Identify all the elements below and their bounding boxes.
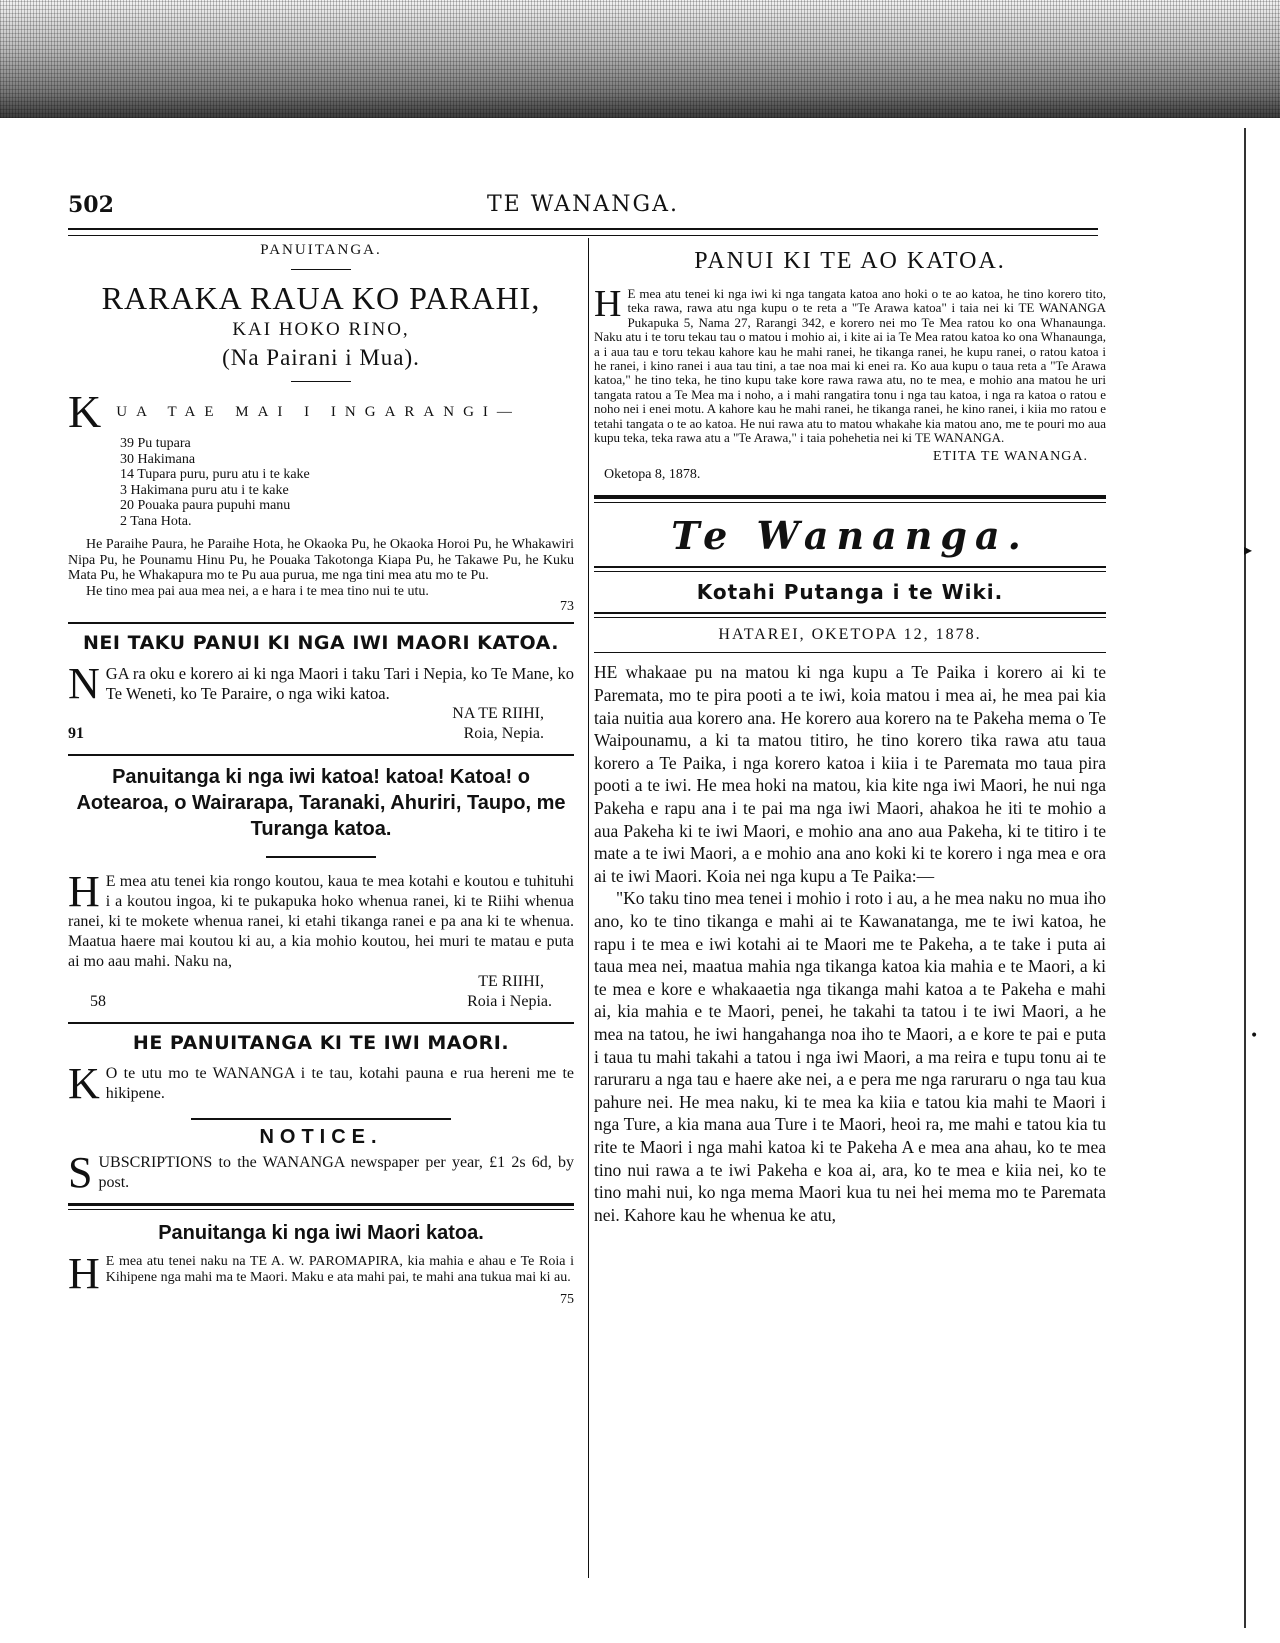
drop-cap: N [68,659,100,708]
list-item: 14 Tupara puru, puru atu i te kake [120,467,310,482]
advert-number: 58 [90,993,106,1010]
editorial-paragraph: HE whakaae pu na matou ki nga kupu a Te Paika i korero ai ki te Paremata, mo te pira pooti a te iwi, koia matou i mea ai, he mea pai kia taia nuitia aua korero ana. He korero aua korero na te Pakeha mema o Te Waipounamu, a ki ta matou titiro, he tino korero tika rawa atu taua korero a Te Paika, i nga korero katoa i kiia i te Paremata mo taua pira pooti a te iwi. He mea hoki na matou, kia kite nga iwi Maori, he nui nga Pakeha e rapu ana i te pai ma nga iwi Maori, ahakoa he iti te mohio a aua Pakeha ki te iwi Maori, e mohio ana ano aua Pakeha, ki te titiro i te mate a te iwi Maori, a e mohio ana ano koki ki te korero i nga mea e ora ai te iwi Maori. Koia nei nga kupu a Te Paika:— [594,662,1106,886]
scanner-edge-band [0,0,1280,118]
drop-cap: S [68,1148,93,1197]
short-rule [266,856,376,858]
body-text: GA ra oku e korero ai ki nga Maori i taku Tari i Nepia, ko Te Mane, ko Te Weneti, ko Te Paraire, o nga wiki katoa. [105,664,574,703]
page-number: 502 [68,192,114,218]
section-title: NEI TAKU PANUI KI NGA IWI MAORI KATOA. [83,632,559,654]
panui-title: PANUI KI TE AO KATOA. [694,248,1006,274]
section-rule [68,1203,574,1210]
page-margin [1232,118,1280,1643]
section-title: HE PANUITANGA KI TE IWI MAORI. [132,1032,510,1054]
advert-raraka [68,242,574,614]
masthead-subtitle: Kotahi Putanga i te Wiki. [696,580,1004,605]
running-title: TE WANANGA. [487,192,679,217]
drop-cap: H [68,1249,100,1298]
panui-body [594,283,1106,446]
advert-panuitanga [68,764,574,1012]
advert-subtitle-2: (Na Pairani i Mua). [222,345,420,370]
advert-utu [68,1032,574,1108]
section-rule [594,495,1106,503]
advert-body [68,1059,574,1108]
section-title: Panuitanga ki nga iwi Maori katoa. [158,1222,484,1244]
dateline: HATAREI, OKETOPA 12, 1878. [718,626,982,644]
editorial-paragraph: "Ko taku tino mea tenei i mohio i roto i au, a he mea naku no mua iho ano, ko te tino tikanga e mahi ai te Kawanatanga, me te iwi katoa, he rapu i te mea e iwi kotahi ai te Maori me te Pakeha, a te take i puta ai taua mea nei, maatua mahia nga tikanga katoa kia mahia e te Maori, a ki te mea e kore e whakaaetia nga tikanga mahi katoa a te Pakeha e mahi ai, kia mahia e te Maori, penei, he takahi ta tatou i te iwi Maori, a he mea na tatou, he iwi hangahanga noa iho te Maori, a e kore te pai e puta i taua tu mahi takahi a tatou i nga iwi Maori, a ma reira e tupu tonu ai te raruraru a nga tau e haere ake nei, a e pera me nga raruraru o nga tau kua pahure nei. He mea naku, ki te mea ka kiia e tatou kia mahi te Maori i nga Ture, a kia mana aua Ture i te Maori, heoi ra, me mahi e tatou kia tu rite te Maori i nga mahi katoa ki te Pakeha A e mea ana ahau, ko te mea tino nui rawa a te iwi Pakeha e koa ai, ara, ko te mea e kiia nei, ko te tino mahi nui, ko nga mema Maori kua tu nei hei mema mo te Paremata nei. Kahore kau he whenua ke atu, [594,888,1106,1225]
signature-row [68,724,574,744]
body-text: E mea atu tenei naku na TE A. W. PAROMAPIRA, kia mahia e ahau e Te Roia i Kihipene nga mahi ma te Maori. Maku e ata mahi pai, te mahi ana tukua mai ki au. [105,1254,574,1285]
advert-kicker: PANUITANGA. [260,242,382,258]
short-rule [291,381,351,382]
signature-place: Roia, Nepia. [463,725,544,742]
margin-mark: • [1250,1028,1259,1044]
body-text: E mea atu tenei kia rongo koutou, kaua te mea kotahi e koutou e tuhituhi i a koutou ingoa, ki te pukapuka hoko whenua ranei, ki te Riihi whenua ranei, ki te mokete whenua ranei, ki etahi tikanga ranei e pa ana ki te whenua. Maatua haere mai koutou ki au, a kia mohio koutou, hei muri te matau e puta ai mo aau mahi. Naku na, [68,873,574,970]
signature-place: Roia i Nepia. [467,993,552,1010]
advert-body [68,1249,574,1298]
signature-name: NA TE RIIHI, [452,705,544,722]
panui-notice [594,248,1106,483]
masthead: Te Wananga. [671,513,1029,559]
short-rule [291,269,351,270]
dateline-rule [594,652,1106,653]
drop-cap: K [68,386,111,437]
masthead-rule [594,566,1106,572]
advert-taku-panui [68,632,574,744]
section-rule [68,754,574,756]
section-rule [68,1022,574,1024]
page-header [68,188,1098,228]
advert-title: RARAKA RAUA KO PARAHI, [101,280,541,316]
advert-number: 75 [560,1292,574,1307]
advert-body-2: He tino mea pai aua mea nei, a e hara i te mea tino nui te utu. [86,583,429,599]
editorial [594,661,1106,1226]
notice-body [68,1148,574,1197]
list-item: 39 Pu tupara [120,436,191,451]
margin-mark: ▸ [1244,540,1253,559]
book-fold-edge [1244,128,1246,1628]
header-rule [68,228,1098,236]
short-rule [191,1118,451,1120]
advert-body [68,867,574,972]
advert-paromapira [68,1220,574,1308]
panui-date: Oketopa 8, 1878. [604,467,701,483]
body-text: O te utu mo te WANANGA i te tau, kotahi pauna e rua hereni me te hikipene. [105,1065,574,1102]
advert-body: He Paraihe Paura, he Paraihe Hota, he Okaoka Pu, he Okaoka Horoi Pu, he Whakawiri Nipa Pu, he Pounamu Hinu Pu, he Pouaka Takotonga Kiapa Pu, he Takawe Pu, he Kuku Mata Pu, he Whakapura mo te Pu aua purua, me nga tini mea atu mo te Pu. [68,537,574,583]
right-column [594,240,1106,1226]
masthead-rule [594,612,1106,618]
lead-text: UA TAE MAI I INGARANGI— [116,404,521,420]
advert-lead [68,386,574,437]
body-text: E mea atu tenei ki nga iwi ki nga tangata katoa ano hoki o te ao katoa, he tino korero tito, teka rawa, rawa atu nga kupu o te reta a "Te Arawa katoa" i taia nei ki TE WANANGA Pukapuka 5, Nama 27, Rarangi 342, e korero nei mo Te Mea ratou ko ona Whanaunga. Naku atu i te toru tekau tau o matou i mohio ai, i kite ai ia Te Mea ratou katoa ko ona Whanaunga, a i aua tau e toru tekau kahore kau he mahi ranei, he tikanga ranei, he kupu ranei, o ratou katoa i he ranei, i kino ranei i aua tau tini, a tae noa mai ki enei ra. Ko aua kupu o taua reta a "Te Arawa katoa," he tino teka, he tino kupu take kore rawa rawa atu, no te mea, e mohio ana matou he uri tangata ratou a Te Mea ma i noho, a i mahi rangatira tonu i nga tau katoa, i nga ra katoa o ratou e noho nei i enei motu. A kahore kau he mahi ranei, he tikanga ranei, he kino ranei, i kiia mo ratou e tetahi tangata o te ao katoa. He nui rawa atu to matou whakahe kia matou ano, me te pouri mo aua kupu teka, teka rawa atu a "Te Arawa," i taia pohehetia nei ki TE WANANGA. [594,286,1106,446]
signature-name: TE RIIHI, [478,973,544,990]
advert-subtitle: KAI HOKO RINO, [232,319,410,340]
notice-title: NOTICE. [259,1126,383,1148]
list-item: 30 Hakimana [120,451,196,467]
advert-number: 91 [68,725,84,742]
notice [68,1126,574,1197]
list-item: 2 Tana Hota. [120,513,192,529]
body-text: UBSCRIPTIONS to the WANANGA newspaper per year, £1 2s 6d, by post. [98,1154,574,1191]
drop-cap: K [68,1059,100,1108]
section-title: Panuitanga ki nga iwi katoa! katoa! Katoa! o Aotearoa, o Wairarapa, Taranaki, Ahuriri, Taupo, me Turanga katoa. [76,766,566,840]
section-rule [68,622,574,624]
list-item: 20 Pouaka paura pupuhi manu [120,498,291,513]
signature-row [68,992,574,1012]
advert-number: 73 [560,599,574,614]
item-list [120,436,574,529]
drop-cap: H [594,283,622,325]
left-column [68,240,574,1308]
list-item: 3 Hakimana puru atu i te kake [120,482,289,498]
panui-signature: ETITA TE WANANGA. [933,449,1088,465]
advert-body [68,659,574,708]
drop-cap: H [68,867,100,916]
column-divider [588,238,589,1578]
